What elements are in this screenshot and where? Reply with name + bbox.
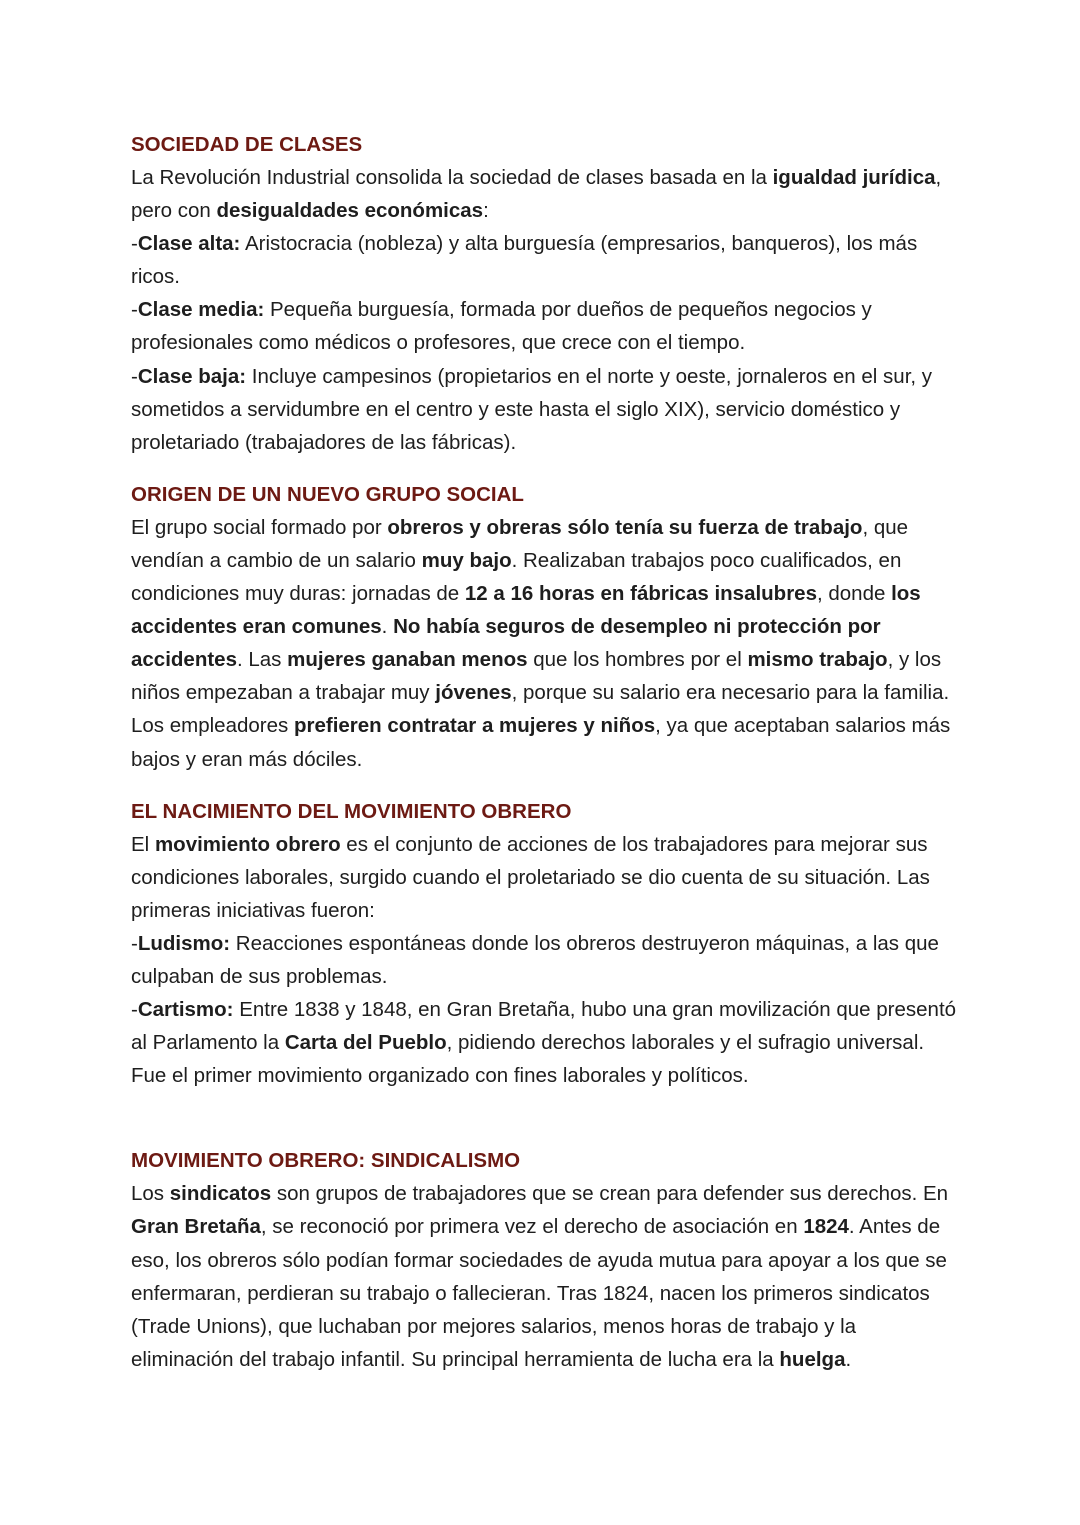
text-run: , se reconoció por primera vez el derecho de asociación en <box>260 1215 804 1239</box>
bold-text: 12 a 16 horas en fábricas insalubres <box>464 582 817 606</box>
text-run: , donde <box>816 582 892 606</box>
text-run: que los hombres por el <box>527 648 748 672</box>
bold-text: obreros y obreras sólo tenía su fuerza de trabajo <box>387 515 863 539</box>
text-run: son grupos de trabajadores que se crean para defender sus derechos. En <box>271 1182 949 1206</box>
bold-text: movimiento obrero <box>154 832 341 856</box>
paragraph <box>131 511 961 776</box>
paragraph-clase-alta <box>131 227 961 293</box>
bold-text: sindicatos <box>169 1182 272 1206</box>
text-run: , pero con <box>131 166 942 223</box>
text-run: , y los niños empezaban a trabajar muy <box>131 648 942 705</box>
section-heading: ORIGEN DE UN NUEVO GRUPO SOCIAL <box>131 482 524 506</box>
paragraph-clase-media <box>131 293 961 359</box>
bold-text: jóvenes <box>435 681 512 705</box>
bold-text: Clase alta: <box>137 232 241 256</box>
text-run: , pidiendo derechos laborales y el sufragio universal. Fue el primer movimiento organizado con fines laborales y políticos. <box>131 1031 925 1088</box>
bold-text: mujeres ganaban menos <box>287 648 528 672</box>
text-run: : <box>483 199 489 223</box>
section-origen-nuevo-grupo <box>131 478 961 776</box>
text-run: . <box>381 615 394 639</box>
bold-text: Gran Bretaña <box>131 1215 261 1239</box>
text-run: - <box>131 998 138 1022</box>
section-sociedad-de-clases <box>131 128 961 459</box>
paragraph <box>131 828 961 927</box>
paragraph-cartismo <box>131 993 961 1092</box>
text-run: El grupo social formado por <box>131 515 388 539</box>
text-run: - <box>131 364 138 388</box>
text-run: . Las <box>236 648 288 672</box>
bold-text: 1824 <box>803 1215 849 1239</box>
text-run: Entre 1838 y 1848, en Gran Bretaña, hubo una gran movilización que presentó al Parlamento la <box>131 998 957 1055</box>
bold-text: Carta del Pueblo <box>284 1031 447 1055</box>
bold-text: igualdad jurídica <box>772 166 936 189</box>
text-run: . <box>845 1347 852 1371</box>
section-heading: EL NACIMIENTO DEL MOVIMIENTO OBRERO <box>131 799 572 823</box>
text-run: . Realizaban trabajos poco cualificados, en condiciones muy duras: jornadas de <box>131 548 902 606</box>
section-nacimiento-movimiento-obrero <box>131 795 961 1093</box>
text-run: . Antes de eso, los obreros sólo podían formar sociedades de ayuda mutua para apoyar a los que se enfermaran, perdieran su trabajo o fallecieran. Tras 1824, nacen los primeros sindicatos (Trade Unions), que luchaban por mejores salarios, menos horas de trabajo y la eliminación del trabajo infantil. Su principal herramienta de lucha era la <box>131 1215 947 1371</box>
section-heading: SOCIEDAD DE CLASES <box>131 133 363 156</box>
bold-text: los accidentes eran comunes <box>131 582 921 639</box>
text-run: Los <box>131 1182 170 1206</box>
bold-text: mismo trabajo <box>747 648 888 672</box>
text-run: Incluye campesinos (propietarios en el norte y oeste, jornaleros en el sur, y sometidos a servidumbre en el centro y este hasta el siglo XIX), servicio doméstico y proletariado (trabajadores de las fábricas). <box>131 364 933 454</box>
text-run: , ya que aceptaban salarios más bajos y eran más dóciles. <box>131 714 951 771</box>
bold-text: muy bajo <box>421 548 512 572</box>
text-run: es el conjunto de acciones de los trabajadores para mejorar sus condiciones laborales, surgido cuando el proletariado se dio cuenta de su situación. Las primeras iniciativas fueron: <box>131 832 930 922</box>
bold-text: No había seguros de desempleo ni protección por accidentes <box>131 615 881 672</box>
bold-text: Clase media: <box>137 298 265 322</box>
text-run: El <box>131 832 155 856</box>
text-run: - <box>131 298 138 322</box>
paragraph <box>131 161 961 227</box>
text-run: - <box>131 931 138 955</box>
bold-text: Ludismo: <box>137 931 231 955</box>
paragraph-ludismo <box>131 927 961 993</box>
text-run: - <box>131 232 138 256</box>
bold-text: desigualdades económicas <box>216 199 484 223</box>
paragraph-clase-baja <box>131 360 961 459</box>
text-run: Reacciones espontáneas donde los obreros destruyeron máquinas, a las que culpaban de sus problemas. <box>131 931 939 988</box>
text-run: Aristocracia (nobleza) y alta burguesía (empresarios, banqueros), los más ricos. <box>131 232 918 289</box>
text-run: La Revolución Industrial consolida la sociedad de clases basada en la <box>131 166 773 189</box>
bold-text: Clase baja: <box>137 364 247 388</box>
bold-text: Cartismo: <box>137 998 234 1022</box>
paragraph <box>131 1177 961 1376</box>
section-heading: MOVIMIENTO OBRERO: SINDICALISMO <box>131 1149 521 1173</box>
text-run: , que vendían a cambio de un salario <box>131 515 909 572</box>
text-run: Pequeña burguesía, formada por dueños de pequeños negocios y profesionales como médicos o profesores, que crece con el tiempo. <box>131 298 872 355</box>
bold-text: huelga <box>779 1347 846 1371</box>
bold-text: prefieren contratar a mujeres y niños <box>293 714 656 738</box>
document-page <box>131 128 961 1376</box>
text-run: , porque su salario era necesario para la familia. Los empleadores <box>131 681 950 738</box>
section-sindicalismo <box>131 1144 961 1376</box>
